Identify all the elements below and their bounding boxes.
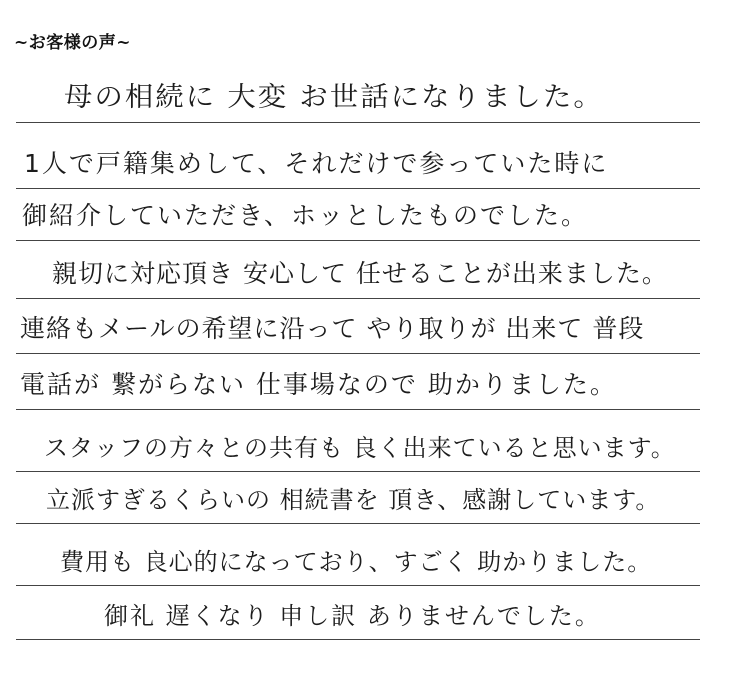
handwritten-text: 費用も 良心的になっており、すごく 助かりました。 bbox=[60, 548, 653, 576]
handwritten-text: 連絡もメールの希望に沿って やり取りが 出来て 普段 bbox=[20, 314, 645, 343]
handwritten-text: 母の相続に 大変 お世話になりました。 bbox=[64, 82, 604, 113]
ruled-line bbox=[16, 175, 700, 241]
ruled-line bbox=[16, 57, 700, 123]
ruled-line bbox=[16, 574, 700, 640]
handwritten-text: 御礼 遅くなり 申し訳 ありませんでした。 bbox=[104, 602, 601, 630]
handwritten-text: 1人で戸籍集めして、それだけで参っていた時に bbox=[24, 149, 609, 178]
handwritten-text: 御紹介していただき、ホッとしたものでした。 bbox=[22, 201, 589, 230]
ruled-line bbox=[16, 458, 700, 524]
handwritten-text: スタッフの方々との共有も 良く出来ていると思います。 bbox=[44, 434, 676, 462]
handwritten-text: 電話が 繋がらない 仕事場なので 助かりました。 bbox=[20, 370, 617, 399]
page-title: ~お客様の声~ bbox=[14, 33, 131, 53]
handwritten-text: 親切に対応頂き 安心して 任せることが出来ました。 bbox=[52, 259, 668, 288]
ruled-line bbox=[16, 344, 700, 410]
ruled-underline bbox=[16, 639, 700, 640]
handwritten-text: 立派すぎるくらいの 相続書を 頂き、感謝しています。 bbox=[46, 486, 661, 514]
